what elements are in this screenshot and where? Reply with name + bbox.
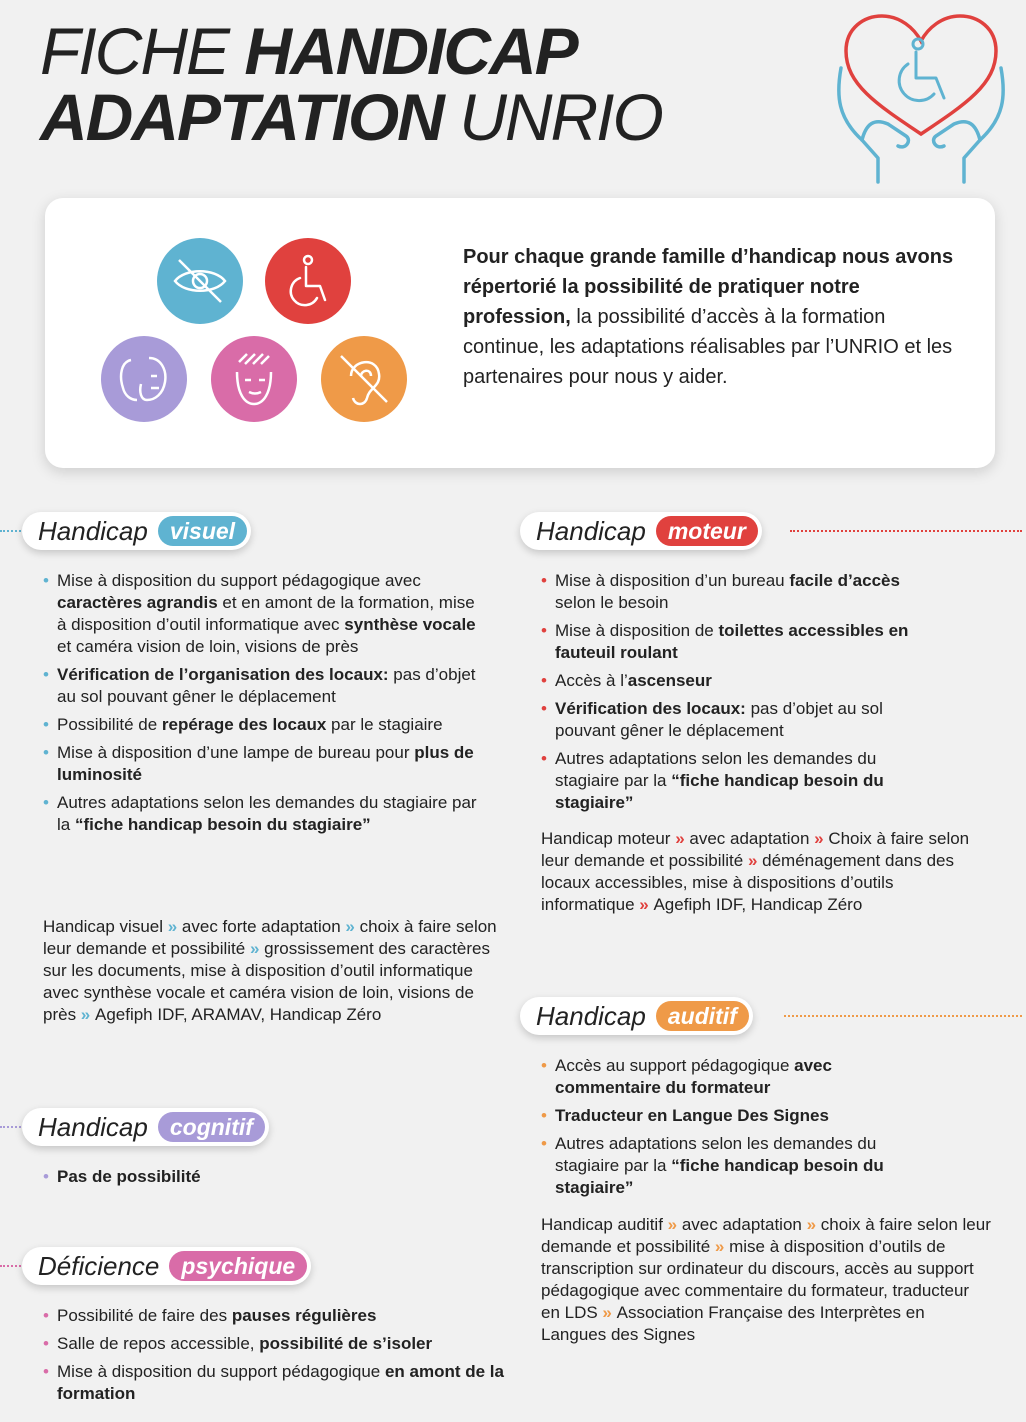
section-moteur-header bbox=[520, 512, 1026, 550]
section-psychique-pill bbox=[22, 1247, 311, 1285]
section-moteur-pill bbox=[520, 512, 762, 550]
chevron-right-icon: » bbox=[76, 1005, 95, 1024]
section-visuel-tag: visuel bbox=[158, 516, 247, 546]
moteur-list-item bbox=[541, 570, 921, 614]
dotted-line bbox=[0, 1126, 24, 1128]
summary-text: Agefiph IDF, ARAMAV, Handicap Zéro bbox=[94, 1005, 382, 1024]
list-item-text: Mise à disposition du support pédagogique bbox=[57, 1362, 385, 1381]
dotted-line bbox=[0, 1265, 24, 1267]
section-cognitif-header bbox=[0, 1108, 320, 1146]
visuel-list-item bbox=[43, 714, 483, 736]
list-item-text: “fiche handicap besoin du stagiaire” bbox=[555, 771, 884, 812]
chevron-right-icon: » bbox=[809, 829, 829, 848]
moteur-list bbox=[541, 570, 921, 820]
section-cognitif-tag: cognitif bbox=[158, 1112, 265, 1142]
section-auditif-tag: auditif bbox=[656, 1001, 749, 1031]
visuel-list bbox=[43, 570, 483, 842]
auditif-list bbox=[541, 1055, 921, 1205]
wheelchair-icon bbox=[265, 238, 351, 324]
list-item-text: repérage des locaux bbox=[161, 715, 327, 734]
visuel-list-item bbox=[43, 792, 483, 836]
moteur-list-item bbox=[541, 670, 921, 692]
chevron-right-icon: » bbox=[340, 917, 360, 936]
disability-icons bbox=[45, 198, 465, 468]
eye-slash-icon bbox=[157, 238, 243, 324]
list-item-text: Mise à disposition d’un bureau bbox=[555, 571, 790, 590]
section-auditif-pill bbox=[520, 997, 753, 1035]
chevron-right-icon: » bbox=[634, 895, 654, 914]
moteur-summary bbox=[541, 828, 981, 916]
auditif-summary bbox=[541, 1214, 991, 1346]
list-item-text: Accès à l’ bbox=[555, 671, 628, 690]
dotted-line bbox=[790, 530, 1022, 532]
section-moteur-label: Handicap bbox=[536, 515, 646, 546]
list-item-text: pas d’objet au sol pouvant gêner le déplacement bbox=[555, 699, 883, 740]
intro-text-bold: Pour chaque grande famille d’handicap nous avons répertorié la possibilité de pratiquer notre profession, bbox=[463, 246, 954, 328]
summary-text: grossissement des caractères sur les documents, mise à disposition d’outil informatique avec synthèse vocale et caméra vision de loin, visions de près bbox=[43, 939, 490, 1024]
list-item-text: Possibilité de bbox=[57, 715, 162, 734]
head-stress-icon bbox=[211, 336, 297, 422]
list-item-text: et en amont de la formation, mise à disposition d’outil informatique avec bbox=[57, 593, 475, 634]
list-item-text: Pas de possibilité bbox=[57, 1167, 201, 1186]
summary-text: choix à faire selon leur demande et possibilité bbox=[43, 917, 497, 958]
list-item-text: Salle de repos accessible, bbox=[57, 1334, 260, 1353]
section-visuel-header bbox=[0, 512, 300, 550]
list-item-text: Mise à disposition d’une lampe de bureau pour bbox=[57, 743, 415, 762]
chevron-right-icon: » bbox=[245, 939, 265, 958]
auditif-list-item bbox=[541, 1055, 921, 1099]
summary-text: Agefiph IDF, Handicap Zéro bbox=[653, 895, 863, 914]
list-item-text: plus de luminosité bbox=[57, 743, 474, 784]
list-item-text: et caméra vision de loin, visions de près bbox=[57, 637, 359, 656]
summary-text: Handicap moteur bbox=[541, 829, 671, 848]
dotted-line bbox=[0, 530, 24, 532]
chevron-right-icon: » bbox=[710, 1237, 730, 1256]
title-adaptation: ADAPTATION bbox=[40, 80, 443, 154]
psychique-list bbox=[43, 1305, 513, 1411]
intro-text bbox=[463, 242, 963, 392]
section-moteur-tag: moteur bbox=[656, 516, 758, 546]
summary-text: mise à disposition d’outils de transcription sur ordinateur du discours, accès au support pédagogique avec commentaire du formateur, traducteur en LDS bbox=[541, 1237, 974, 1322]
list-item-text: ascenseur bbox=[627, 671, 712, 690]
intro-card bbox=[45, 198, 995, 468]
title-unrio: UNRIO bbox=[442, 80, 662, 154]
section-psychique-tag: psychique bbox=[169, 1251, 307, 1281]
list-item-text: pauses régulières bbox=[231, 1306, 377, 1325]
list-item-text: selon le besoin bbox=[555, 593, 669, 612]
summary-text: Association Française des Interprètes en Langues des Signes bbox=[541, 1303, 925, 1344]
list-item-text: Vérification de l’organisation des locaux: bbox=[57, 665, 389, 684]
auditif-list-item bbox=[541, 1133, 921, 1199]
section-visuel-label: Handicap bbox=[38, 515, 148, 546]
cognitif-list bbox=[43, 1166, 483, 1194]
chevron-right-icon: » bbox=[743, 851, 763, 870]
heart-hands-wheelchair-icon bbox=[826, 6, 1016, 196]
summary-text: Choix à faire selon leur demande et possibilité bbox=[541, 829, 970, 870]
summary-text: Handicap visuel bbox=[43, 917, 164, 936]
moteur-list-item bbox=[541, 748, 921, 814]
list-item-text: caractères agrandis bbox=[57, 593, 218, 612]
section-cognitif-pill bbox=[22, 1108, 269, 1146]
list-item-text: avec commentaire du formateur bbox=[555, 1056, 832, 1097]
psychique-list-item bbox=[43, 1305, 513, 1327]
summary-text: déménagement dans des locaux accessibles, mise à dispositions d’outils informatique bbox=[541, 851, 954, 914]
intro-text-rest: la possibilité d’accès à la formation continue, les adaptations réalisables par l’UNRIO et les partenaires pour nous y aider. bbox=[463, 306, 953, 388]
chevron-right-icon: » bbox=[597, 1303, 617, 1322]
list-item-text: Accès au support pédagogique bbox=[555, 1056, 795, 1075]
moteur-list-item bbox=[541, 620, 921, 664]
section-auditif-label: Handicap bbox=[536, 1000, 646, 1031]
section-psychique-header bbox=[0, 1247, 360, 1285]
summary-text: avec adaptation bbox=[689, 829, 810, 848]
visuel-summary bbox=[43, 916, 503, 1026]
section-visuel-pill bbox=[22, 512, 251, 550]
summary-text: avec forte adaptation bbox=[181, 917, 341, 936]
list-item-text: synthèse vocale bbox=[344, 615, 476, 634]
list-item-text: possibilité de s’isoler bbox=[259, 1334, 433, 1353]
faces-icon bbox=[101, 336, 187, 422]
list-item-text: toilettes accessibles en fauteuil roulant bbox=[555, 621, 909, 662]
section-cognitif-label: Handicap bbox=[38, 1111, 148, 1142]
summary-text: Handicap auditif bbox=[541, 1215, 663, 1234]
chevron-right-icon: » bbox=[662, 1215, 682, 1234]
page-title bbox=[40, 14, 662, 154]
dotted-line bbox=[784, 1015, 1022, 1017]
visuel-list-item bbox=[43, 570, 483, 658]
section-auditif-header bbox=[520, 997, 1026, 1035]
list-item-text: pas d’objet au sol pouvant gêner le déplacement bbox=[57, 665, 476, 706]
list-item-text: par le stagiaire bbox=[326, 715, 443, 734]
title-fiche: FICHE bbox=[40, 14, 245, 88]
list-item-text: Autres adaptations selon les demandes du stagiaire par la bbox=[555, 749, 877, 790]
ear-slash-icon bbox=[321, 336, 407, 422]
list-item-text: “fiche handicap besoin du stagiaire” bbox=[74, 815, 371, 834]
section-psychique-label: Déficience bbox=[38, 1250, 160, 1281]
chevron-right-icon: » bbox=[163, 917, 182, 936]
list-item-text: Vérification des locaux: bbox=[555, 699, 746, 718]
visuel-list-item bbox=[43, 664, 483, 708]
list-item-text: Autres adaptations selon les demandes du stagiaire par la bbox=[555, 1134, 877, 1175]
list-item-text: Mise à disposition de bbox=[555, 621, 719, 640]
chevron-right-icon: » bbox=[801, 1215, 821, 1234]
visuel-list-item bbox=[43, 742, 483, 786]
list-item-text: en amont de la formation bbox=[57, 1362, 504, 1403]
list-item-text: facile d’accès bbox=[789, 571, 900, 590]
moteur-list-item bbox=[541, 698, 921, 742]
psychique-list-item bbox=[43, 1333, 513, 1355]
list-item-text: “fiche handicap besoin du stagiaire” bbox=[555, 1156, 884, 1197]
title-handicap: HANDICAP bbox=[244, 14, 577, 88]
list-item-text: Possibilité de faire des bbox=[57, 1306, 232, 1325]
summary-text: choix à faire selon leur demande et possibilité bbox=[541, 1215, 991, 1256]
list-item-text: Traducteur en Langue Des Signes bbox=[555, 1106, 829, 1125]
list-item-text: Mise à disposition du support pédagogique avec bbox=[57, 571, 421, 590]
summary-text: avec adaptation bbox=[681, 1215, 802, 1234]
list-item-text: Autres adaptations selon les demandes du stagiaire par la bbox=[57, 793, 477, 834]
psychique-list-item bbox=[43, 1361, 513, 1405]
auditif-list-item bbox=[541, 1105, 921, 1127]
chevron-right-icon: » bbox=[670, 829, 690, 848]
cognitif-list-item bbox=[43, 1166, 483, 1188]
